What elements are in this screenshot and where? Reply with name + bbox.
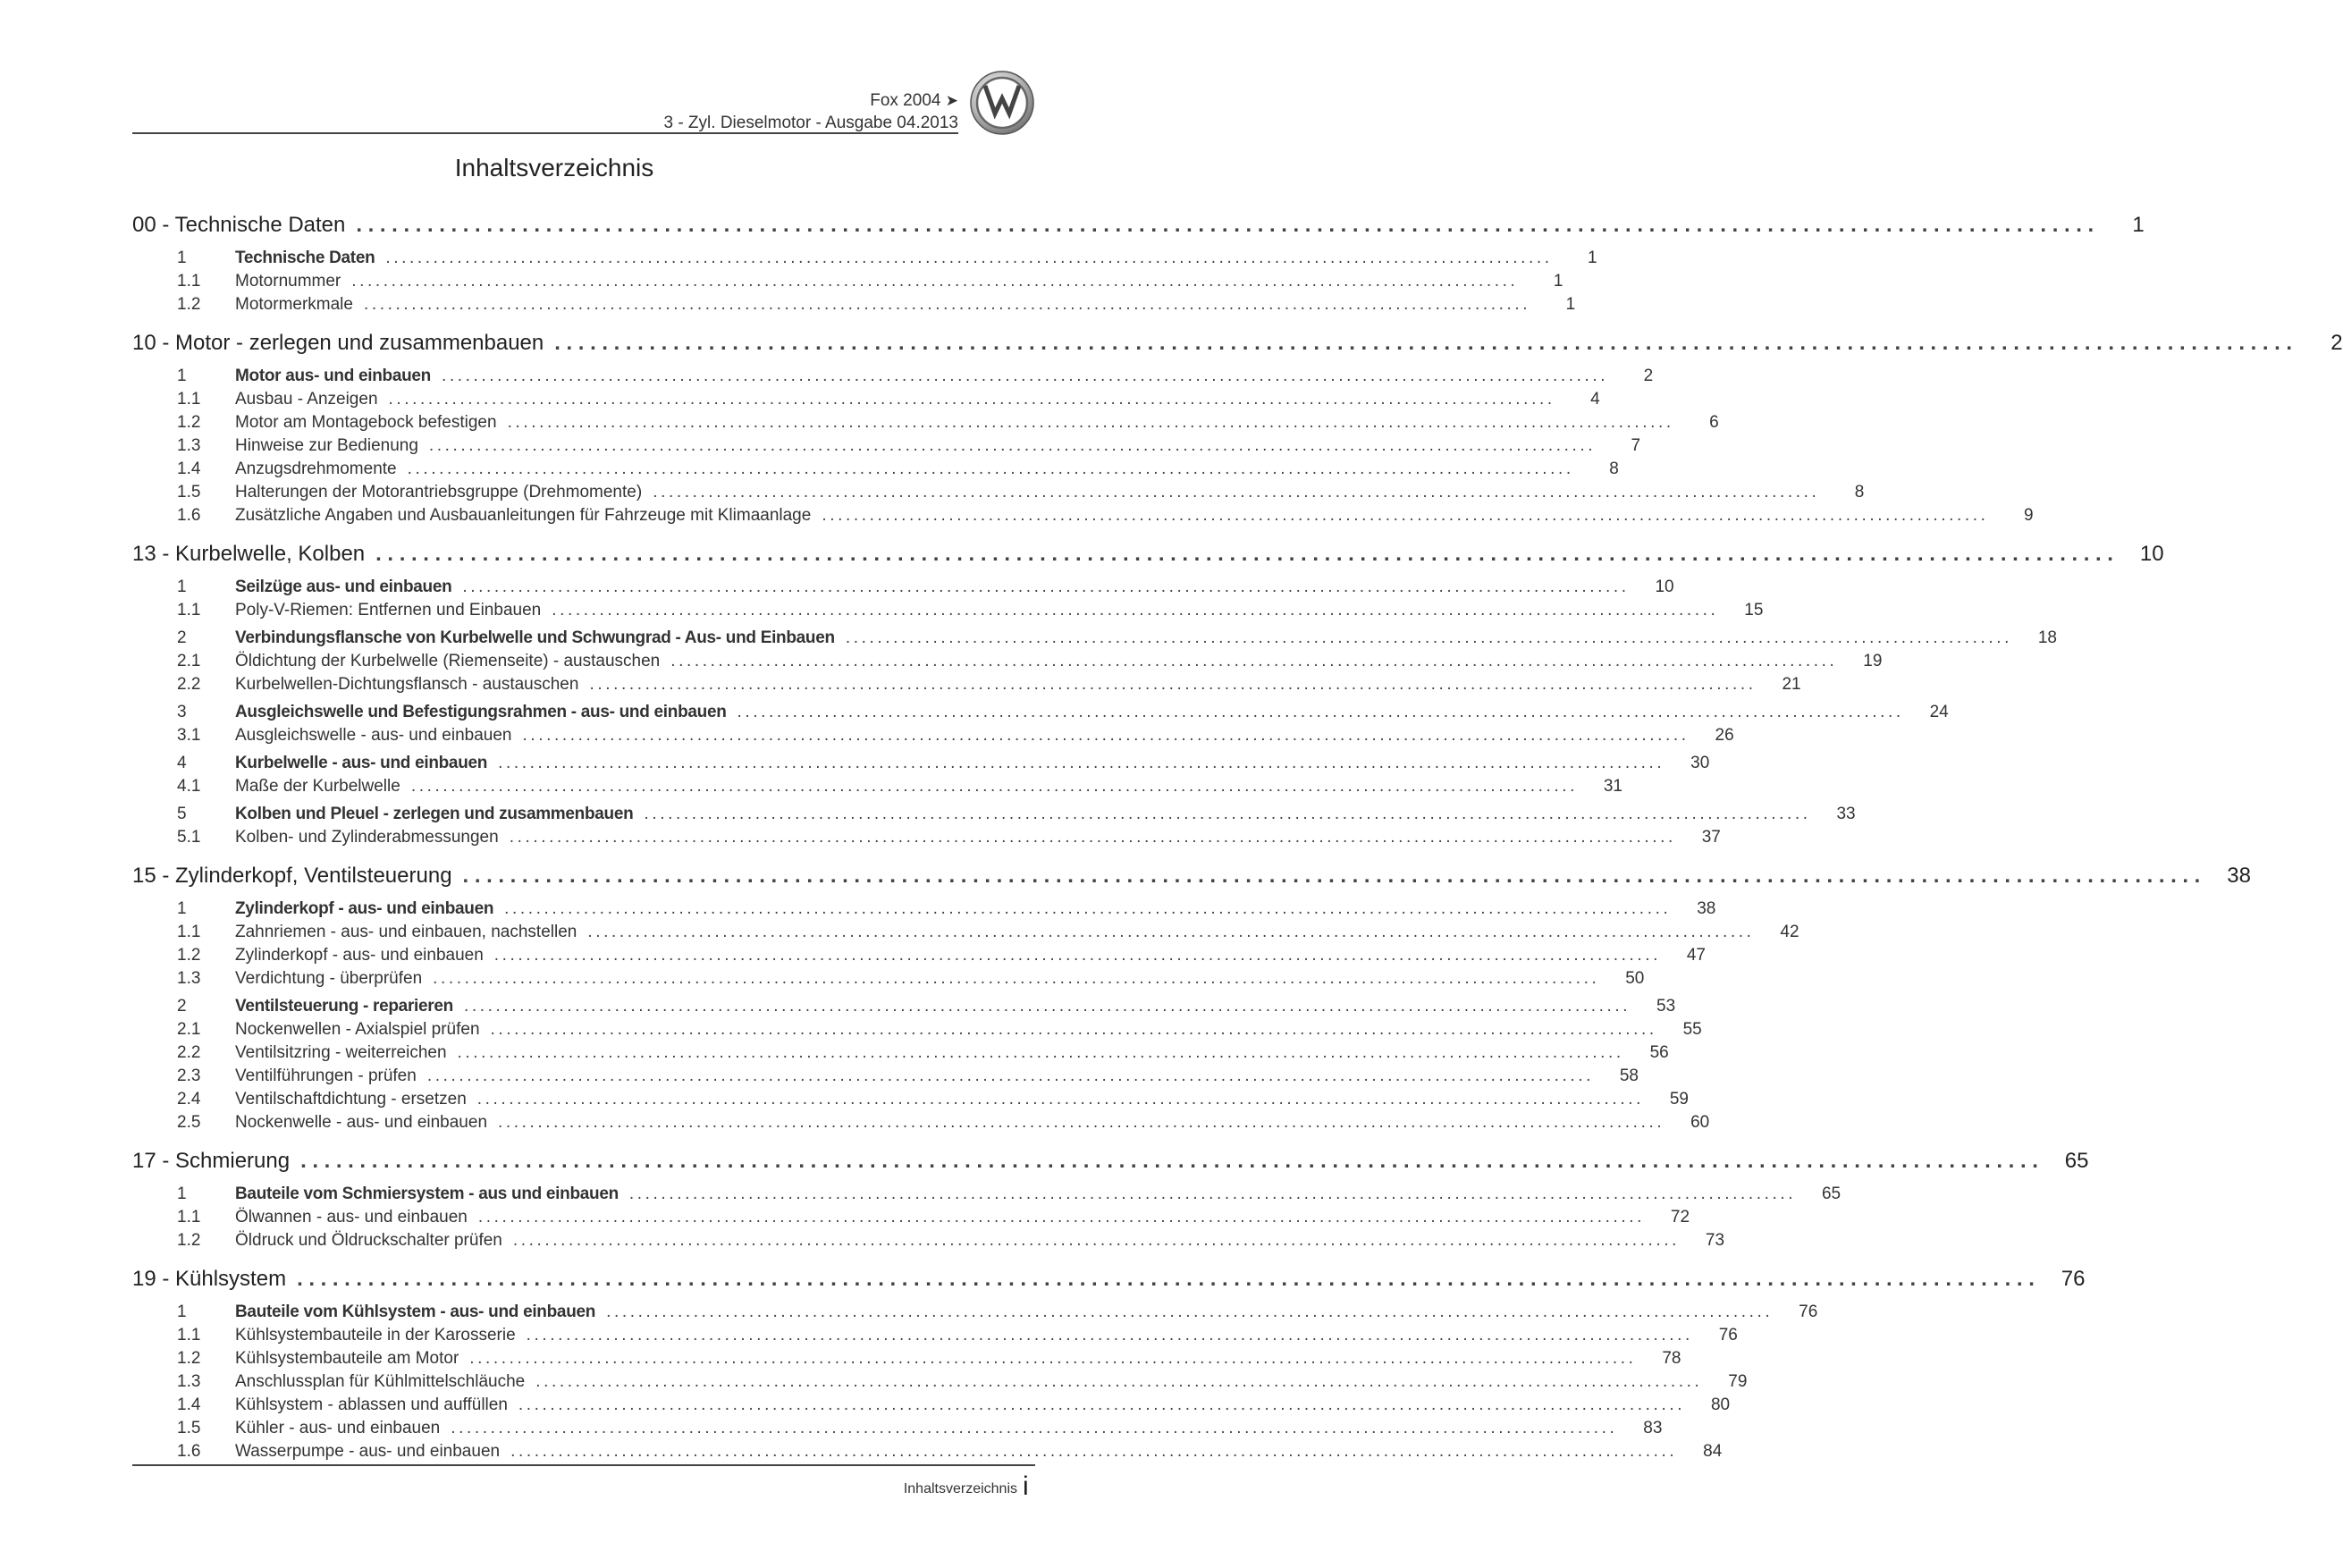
toc-entry[interactable] <box>132 1326 1738 1349</box>
entry-title: Anschlussplan für Kühlmittelschläuche <box>235 1372 526 1391</box>
toc-section <box>132 1149 2089 1254</box>
entry-number: 1.6 <box>177 1442 201 1461</box>
entry-page: 31 <box>1603 777 1622 796</box>
toc-section <box>132 331 2343 529</box>
dot-leader: ................................................................................................................................................... <box>552 601 1719 620</box>
entry-page: 33 <box>1836 805 1856 823</box>
footer-divider <box>132 1464 1035 1466</box>
dot-leader: ................................................................................................................................................... <box>426 1066 1594 1085</box>
toc-section-heading[interactable] <box>132 1267 2086 1302</box>
toc-entry[interactable] <box>132 483 1865 506</box>
entry-title: Ventilführungen - prüfen <box>235 1066 417 1085</box>
toc-entry[interactable] <box>132 390 1600 413</box>
toc-section <box>132 1267 2086 1465</box>
toc-section-heading[interactable] <box>132 213 2145 249</box>
dot-leader: ................................................................................................................................................... <box>351 272 1519 291</box>
entry-number: 1.2 <box>177 946 201 965</box>
dot-leader: ................................................................................................................................................... <box>300 1149 2044 1173</box>
toc-entry[interactable] <box>132 1231 1725 1254</box>
dot-leader: ................................................................................................................................................... <box>737 703 1904 721</box>
entry-number: 2.5 <box>177 1113 201 1132</box>
entry-page: 80 <box>1710 1395 1731 1414</box>
toc-entry[interactable] <box>132 1208 1690 1231</box>
entry-number: 1 <box>177 577 187 596</box>
entry-page: 1 <box>1553 272 1563 291</box>
entry-number: 4 <box>177 754 187 772</box>
entry-title: Ausgleichswelle - aus- und einbauen <box>235 726 512 745</box>
toc-entry[interactable] <box>132 272 1563 295</box>
toc-section-heading[interactable] <box>132 1149 2089 1184</box>
toc-entry[interactable] <box>132 413 1719 436</box>
entry-number: 1.1 <box>177 390 201 409</box>
entry-title: Motor aus- und einbauen <box>235 367 431 385</box>
entry-page: 6 <box>1709 413 1719 432</box>
toc-entry[interactable] <box>132 969 1645 992</box>
entry-page: 78 <box>1662 1349 1681 1368</box>
dot-leader: ................................................................................................................................................... <box>526 1326 1693 1345</box>
dot-leader: ................................................................................................................................................... <box>589 675 1757 694</box>
dot-leader: ................................................................................................................................................... <box>845 628 2012 647</box>
dot-leader: ................................................................................................................................................... <box>509 828 1676 847</box>
entry-page: 19 <box>1863 652 1883 670</box>
entry-page: 58 <box>1619 1066 1639 1085</box>
entry-number: 3.1 <box>177 726 201 745</box>
dot-leader: ................................................................................................................................................... <box>407 459 1574 478</box>
section-page: 76 <box>2061 1267 2086 1291</box>
section-title: 17 - Schmierung <box>132 1149 291 1173</box>
entry-title: Nockenwelle - aus- und einbauen <box>235 1113 488 1132</box>
entry-number: 5.1 <box>177 828 201 847</box>
entry-page: 24 <box>1929 703 1949 721</box>
dot-leader: ................................................................................................................................................... <box>504 899 1672 918</box>
toc-entry[interactable] <box>132 506 2034 529</box>
dot-leader: ................................................................................................................................................... <box>410 777 1578 796</box>
dot-leader: ................................................................................................................................................... <box>498 754 1665 772</box>
entry-number: 1 <box>177 1184 187 1203</box>
entry-number: 1.2 <box>177 413 201 432</box>
page-header <box>132 89 958 134</box>
entry-title: Verbindungsflansche von Kurbelwelle und Schwungrad - Aus- und Einbauen <box>235 628 835 647</box>
dot-leader: ................................................................................................................................................... <box>507 413 1674 432</box>
dot-leader: ................................................................................................................................................... <box>462 864 2206 888</box>
entry-title: Bauteile vom Schmiersystem - aus und einbauen <box>235 1184 619 1203</box>
entry-number: 5 <box>177 805 187 823</box>
toc-section <box>132 213 2145 318</box>
dot-leader: ................................................................................................................................................... <box>518 1395 1686 1414</box>
entry-page: 72 <box>1670 1208 1690 1227</box>
toc-section-heading[interactable] <box>132 542 2164 577</box>
section-title: 13 - Kurbelwelle, Kolben <box>132 542 366 566</box>
dot-leader: ................................................................................................................................................... <box>606 1302 1774 1321</box>
entry-title: Kühlsystem - ablassen und auffüllen <box>235 1395 508 1414</box>
entry-number: 1.1 <box>177 1208 201 1227</box>
header-model <box>870 91 958 111</box>
dot-leader: ................................................................................................................................................... <box>822 506 1989 525</box>
entry-title: Poly-V-Riemen: Entfernen und Einbauen <box>235 601 542 620</box>
toc-entry[interactable] <box>132 1395 1731 1419</box>
dot-leader: ................................................................................................................................................... <box>356 213 2100 237</box>
dot-leader: ................................................................................................................................................... <box>433 969 1600 988</box>
vw-logo <box>969 70 1035 136</box>
entry-number: 1.1 <box>177 1326 201 1345</box>
entry-title: Kühler - aus- und einbauen <box>235 1419 441 1437</box>
header-subtitle: 3 - Zyl. Dieselmotor - Ausgabe 04.2013 <box>663 114 958 132</box>
entry-page: 30 <box>1690 754 1710 772</box>
dot-leader: ................................................................................................................................................... <box>512 1231 1681 1250</box>
entry-page: 21 <box>1782 675 1801 694</box>
toc-entry[interactable] <box>132 601 1764 624</box>
section-page: 38 <box>2227 864 2251 888</box>
entry-page: 4 <box>1590 390 1600 409</box>
toc-entry[interactable] <box>132 1349 1681 1372</box>
entry-page: 10 <box>1655 577 1674 596</box>
entry-title: Nockenwellen - Axialspiel prüfen <box>235 1020 480 1039</box>
entry-number: 3 <box>177 703 187 721</box>
entry-number: 4.1 <box>177 777 201 796</box>
entry-title: Maße der Kurbelwelle <box>235 777 400 796</box>
entry-page: 76 <box>1799 1302 1818 1321</box>
entry-page: 53 <box>1656 997 1676 1016</box>
dot-leader: ................................................................................................................................................... <box>442 367 1609 385</box>
dot-leader: ................................................................................................................................................... <box>363 295 1531 314</box>
entry-page: 55 <box>1682 1020 1702 1039</box>
entry-page: 47 <box>1686 946 1706 965</box>
entry-title: Halterungen der Motorantriebsgruppe (Drehmomente) <box>235 483 643 502</box>
dot-leader: ................................................................................................................................................... <box>476 1090 1644 1109</box>
entry-title: Ausgleichswelle und Befestigungsrahmen - aus- und einbauen <box>235 703 727 721</box>
entry-number: 1.2 <box>177 1231 201 1250</box>
footer-page-number: i <box>1023 1471 1029 1501</box>
toc-entry[interactable] <box>132 946 1706 969</box>
entry-page: 2 <box>1643 367 1654 385</box>
dot-leader: ................................................................................................................................................... <box>297 1267 2041 1291</box>
entry-number: 1.1 <box>177 601 201 620</box>
entry-page: 60 <box>1690 1113 1710 1132</box>
entry-number: 1.4 <box>177 459 201 478</box>
section-page: 1 <box>2132 213 2145 237</box>
section-title: 10 - Motor - zerlegen und zusammenbauen <box>132 331 544 355</box>
toc-section <box>132 864 2251 1136</box>
entry-number: 1.2 <box>177 1349 201 1368</box>
entry-title: Zylinderkopf - aus- und einbauen <box>235 946 484 965</box>
dot-leader: ................................................................................................................................................... <box>490 1020 1657 1039</box>
entry-title: Zusätzliche Angaben und Ausbauanleitungen für Fahrzeuge mit Klimaanlage <box>235 506 812 525</box>
page-title: Inhaltsverzeichnis <box>454 154 654 181</box>
table-of-contents <box>132 213 2343 1478</box>
entry-page: 84 <box>1703 1442 1723 1461</box>
entry-page: 18 <box>2037 628 2057 647</box>
entry-title: Bauteile vom Kühlsystem - aus- und einbauen <box>235 1302 596 1321</box>
section-page: 10 <box>2139 542 2164 566</box>
entry-number: 2.4 <box>177 1090 201 1109</box>
entry-number: 1.2 <box>177 295 201 314</box>
entry-title: Hinweise zur Bedienung <box>235 436 418 455</box>
dot-leader: ................................................................................................................................................... <box>554 331 2298 355</box>
section-title: 00 - Technische Daten <box>132 213 346 237</box>
dot-leader: ................................................................................................................................................... <box>587 923 1755 941</box>
entry-title: Kurbelwelle - aus- und einbauen <box>235 754 488 772</box>
entry-title: Motornummer <box>235 272 341 291</box>
entry-page: 7 <box>1631 436 1641 455</box>
entry-number: 1.5 <box>177 483 201 502</box>
dot-leader: ................................................................................................................................................... <box>493 946 1661 965</box>
toc-entry[interactable] <box>132 459 1619 483</box>
entry-number: 1 <box>177 899 187 918</box>
dot-leader: ................................................................................................................................................... <box>498 1113 1665 1132</box>
entry-page: 76 <box>1718 1326 1738 1345</box>
entry-number: 2.2 <box>177 675 201 694</box>
toc-section-heading[interactable] <box>132 331 2343 367</box>
toc-entry[interactable] <box>132 1090 1689 1113</box>
entry-title: Kühlsystembauteile am Motor <box>235 1349 459 1368</box>
entry-page: 56 <box>1649 1043 1669 1062</box>
entry-title: Zylinderkopf - aus- und einbauen <box>235 899 494 918</box>
entry-number: 2 <box>177 628 187 647</box>
entry-number: 1.3 <box>177 1372 201 1391</box>
toc-entry[interactable] <box>132 628 2057 652</box>
entry-title: Ventilsitzring - weiterreichen <box>235 1043 447 1062</box>
entry-page: 8 <box>1609 459 1619 478</box>
entry-number: 1 <box>177 1302 187 1321</box>
entry-title: Öldruck und Öldruckschalter prüfen <box>235 1231 502 1250</box>
dot-leader: ................................................................................................................................................... <box>628 1184 1797 1203</box>
toc-entry[interactable] <box>132 249 1597 272</box>
dot-leader: ................................................................................................................................................... <box>451 1419 1618 1437</box>
dot-leader: ................................................................................................................................................... <box>375 542 2120 566</box>
toc-entry[interactable] <box>132 777 1622 800</box>
toc-entry[interactable] <box>132 652 1883 675</box>
entry-page: 8 <box>1854 483 1865 502</box>
dot-leader: ................................................................................................................................................... <box>462 577 1630 596</box>
dot-leader: ................................................................................................................................................... <box>469 1349 1637 1368</box>
toc-entry[interactable] <box>132 828 1721 851</box>
entry-page: 38 <box>1697 899 1716 918</box>
entry-number: 1.3 <box>177 436 201 455</box>
entry-title: Verdichtung - überprüfen <box>235 969 423 988</box>
toc-entry[interactable] <box>132 1302 1818 1326</box>
toc-entry[interactable] <box>132 997 1676 1020</box>
toc-entry[interactable] <box>132 577 1674 601</box>
toc-entry[interactable] <box>132 754 1710 777</box>
section-title: 15 - Zylinderkopf, Ventilsteuerung <box>132 864 452 888</box>
footer-label: Inhaltsverzeichnis <box>903 1481 1017 1496</box>
entry-page: 73 <box>1705 1231 1725 1250</box>
dot-leader: ................................................................................................................................................... <box>463 997 1631 1016</box>
toc-entry[interactable] <box>132 295 1576 318</box>
arrow-icon: ➤ <box>945 92 958 109</box>
toc-entry[interactable] <box>132 726 1734 749</box>
dot-leader: ................................................................................................................................................... <box>670 652 1838 670</box>
entry-number: 1.3 <box>177 969 201 988</box>
entry-title: Kühlsystembauteile in der Karosserie <box>235 1326 516 1345</box>
toc-entry[interactable] <box>132 1419 1663 1442</box>
entry-page: 50 <box>1625 969 1645 988</box>
section-title: 19 - Kühlsystem <box>132 1267 287 1291</box>
entry-number: 1.1 <box>177 272 201 291</box>
toc-entry[interactable] <box>132 1184 1842 1208</box>
dot-leader: ................................................................................................................................................... <box>457 1043 1624 1062</box>
dot-leader: ................................................................................................................................................... <box>477 1208 1646 1227</box>
toc-entry[interactable] <box>132 1372 1748 1395</box>
entry-page: 42 <box>1780 923 1799 941</box>
entry-title: Technische Daten <box>235 249 375 267</box>
entry-number: 1.4 <box>177 1395 201 1414</box>
entry-title: Ausbau - Anzeigen <box>235 390 378 409</box>
entry-page: 9 <box>2023 506 2034 525</box>
entry-title: Motor am Montagebock befestigen <box>235 413 497 432</box>
toc-entry[interactable] <box>132 1113 1710 1136</box>
entry-title: Kurbelwellen-Dichtungsflansch - austauschen <box>235 675 579 694</box>
entry-page: 79 <box>1728 1372 1748 1391</box>
entry-title: Wasserpumpe - aus- und einbauen <box>235 1442 501 1461</box>
entry-title: Zahnriemen - aus- und einbauen, nachstellen <box>235 923 577 941</box>
entry-title: Öldichtung der Kurbelwelle (Riemenseite) - austauschen <box>235 652 661 670</box>
toc-section <box>132 542 2164 851</box>
toc-entry[interactable] <box>132 1442 1723 1465</box>
entry-page: 1 <box>1588 249 1597 267</box>
entry-page: 15 <box>1744 601 1764 620</box>
dot-leader: ................................................................................................................................................... <box>653 483 1820 502</box>
entry-number: 2 <box>177 997 187 1016</box>
entry-title: Kolben und Pleuel - zerlegen und zusammenbauen <box>235 805 634 823</box>
entry-title: Anzugsdrehmomente <box>235 459 397 478</box>
entry-title: Ventilsteuerung - reparieren <box>235 997 453 1016</box>
entry-number: 1.5 <box>177 1419 201 1437</box>
entry-number: 1 <box>177 249 187 267</box>
dot-leader: ................................................................................................................................................... <box>428 436 1597 455</box>
entry-title: Motormerkmale <box>235 295 353 314</box>
toc-entry[interactable] <box>132 675 1801 698</box>
entry-page: 26 <box>1715 726 1734 745</box>
entry-number: 2.1 <box>177 1020 201 1039</box>
toc-section-heading[interactable] <box>132 864 2251 899</box>
toc-entry[interactable] <box>132 1066 1639 1090</box>
toc-entry[interactable] <box>132 703 1949 726</box>
entry-page: 37 <box>1701 828 1721 847</box>
entry-number: 1.6 <box>177 506 201 525</box>
toc-entry[interactable] <box>132 899 1716 923</box>
dot-leader: ................................................................................................................................................... <box>644 805 1811 823</box>
entry-number: 1.1 <box>177 923 201 941</box>
entry-title: Ventilschaftdichtung - ersetzen <box>235 1090 467 1109</box>
entry-page: 1 <box>1565 295 1576 314</box>
section-page: 65 <box>2064 1149 2089 1173</box>
dot-leader: ................................................................................................................................................... <box>522 726 1690 745</box>
header-model-text: Fox 2004 <box>870 91 941 110</box>
toc-entry[interactable] <box>132 367 1654 390</box>
entry-number: 2.2 <box>177 1043 201 1062</box>
toc-entry[interactable] <box>132 1020 1702 1043</box>
toc-entry[interactable] <box>132 805 1856 828</box>
dot-leader: ................................................................................................................................................... <box>510 1442 1678 1461</box>
entry-page: 65 <box>1821 1184 1842 1203</box>
entry-title: Kolben- und Zylinderabmessungen <box>235 828 499 847</box>
toc-entry[interactable] <box>132 436 1641 459</box>
entry-number: 2.3 <box>177 1066 201 1085</box>
dot-leader: ................................................................................................................................................... <box>385 249 1553 267</box>
entry-number: 1 <box>177 367 187 385</box>
entry-title: Ölwannen - aus- und einbauen <box>235 1208 468 1227</box>
entry-title: Seilzüge aus- und einbauen <box>235 577 452 596</box>
entry-number: 2.1 <box>177 652 201 670</box>
dot-leader: ................................................................................................................................................... <box>535 1372 1703 1391</box>
dot-leader: ................................................................................................................................................... <box>388 390 1555 409</box>
toc-entry[interactable] <box>132 1043 1669 1066</box>
section-page: 2 <box>2330 331 2343 355</box>
entry-page: 83 <box>1643 1419 1663 1437</box>
toc-entry[interactable] <box>132 923 1799 946</box>
entry-page: 59 <box>1669 1090 1689 1109</box>
